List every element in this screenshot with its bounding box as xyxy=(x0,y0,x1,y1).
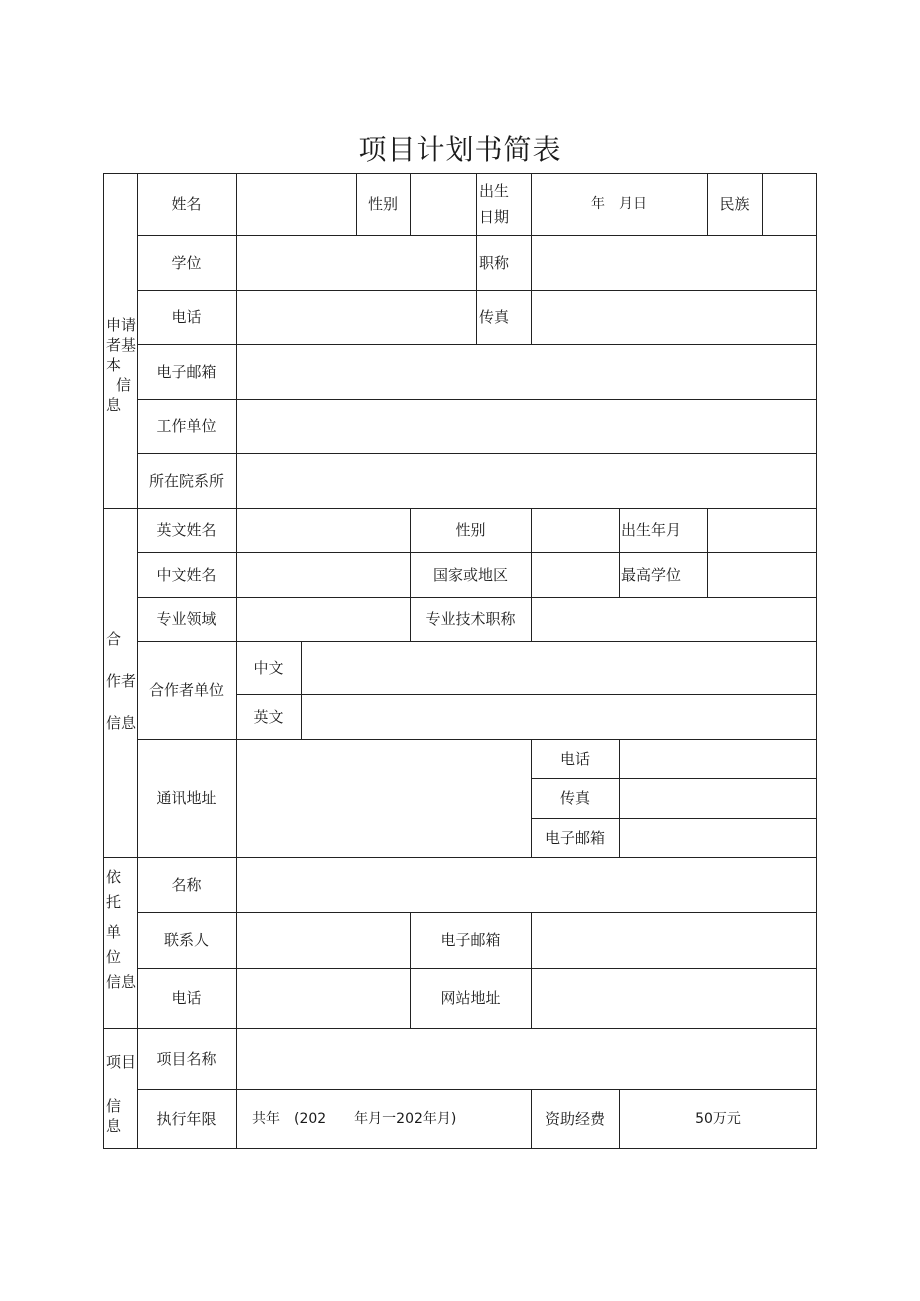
applicant-email-field[interactable] xyxy=(236,344,817,399)
section-label-text: 信 xyxy=(106,1097,122,1115)
partner-fax-label: 传真 xyxy=(559,789,590,807)
section-label-text: 位 xyxy=(106,947,122,966)
applicant-phone-label: 电话 xyxy=(171,308,202,326)
applicant-employer-field[interactable] xyxy=(236,399,817,453)
applicant-degree-label: 学位 xyxy=(171,253,202,272)
host-phone-field[interactable] xyxy=(236,968,410,1028)
applicant-degree-field[interactable] xyxy=(236,235,476,290)
section-label-text: 单 xyxy=(106,922,122,941)
section-label-text: 托 xyxy=(106,892,122,911)
applicant-phone-field[interactable] xyxy=(236,290,476,344)
applicant-fax-label: 传真 xyxy=(479,308,510,326)
host-phone-label: 电话 xyxy=(171,989,202,1007)
partner-field-label: 专业领域 xyxy=(156,610,217,628)
applicant-department-label: 所在院系所 xyxy=(148,471,224,490)
host-contact-field[interactable] xyxy=(236,912,410,968)
section-label-text: 者基 xyxy=(106,336,137,354)
section-label-text: 依 xyxy=(106,867,122,886)
birth-label-text: 出生 xyxy=(479,182,510,200)
partner-prof-title-label: 专业技术职称 xyxy=(425,610,516,628)
partner-birth-field[interactable] xyxy=(707,508,817,552)
host-name-label: 名称 xyxy=(171,875,202,894)
partner-gender-label: 性别 xyxy=(455,521,486,539)
partner-cn-name-field[interactable] xyxy=(236,552,410,597)
partner-org-en-field[interactable] xyxy=(301,694,817,739)
partner-org-cn-field[interactable] xyxy=(301,641,817,694)
partner-en-name-field[interactable] xyxy=(236,508,410,552)
applicant-name-label: 姓名 xyxy=(171,195,202,213)
section-label-text: 作者 xyxy=(106,671,137,690)
project-name-label: 项目名称 xyxy=(156,1049,217,1068)
section-label-text: 本 xyxy=(106,356,122,374)
project-funding-label: 资助经费 xyxy=(544,1110,605,1128)
host-email-label: 电子邮箱 xyxy=(440,931,501,949)
section-label-text: 信息 xyxy=(106,972,137,991)
applicant-ethnicity-field[interactable] xyxy=(762,173,817,235)
applicant-section-label xyxy=(103,310,137,420)
partner-email-field[interactable] xyxy=(619,818,817,857)
partner-fax-field[interactable] xyxy=(619,778,817,818)
partner-org-en-label: 英文 xyxy=(253,707,284,726)
applicant-employer-label: 工作单位 xyxy=(156,417,217,435)
section-label-text: 项目 xyxy=(106,1053,137,1071)
applicant-gender-field[interactable] xyxy=(410,173,476,235)
applicant-birth-label xyxy=(476,173,531,235)
applicant-department-field[interactable] xyxy=(236,453,817,508)
partner-cn-name-label: 中文姓名 xyxy=(156,565,217,584)
partner-org-label: 合作者单位 xyxy=(148,681,224,699)
host-section-label xyxy=(103,863,137,995)
partner-country-field[interactable] xyxy=(531,552,619,597)
partner-en-name-label: 英文姓名 xyxy=(156,521,217,539)
partner-section-label xyxy=(103,618,137,743)
section-label-text: 息 xyxy=(106,396,122,414)
partner-highest-degree-field[interactable] xyxy=(707,552,817,597)
partner-email-label: 电子邮箱 xyxy=(544,828,605,847)
applicant-title-label: 职称 xyxy=(479,253,510,272)
applicant-gender-label: 性别 xyxy=(367,195,398,213)
project-period-field[interactable]: 共年 (202 年月一202年月) xyxy=(252,1111,457,1127)
project-funding-field[interactable]: 50万元 xyxy=(695,1111,741,1127)
section-label-text: 申请 xyxy=(106,316,137,334)
section-label-text: 信息 xyxy=(106,713,137,732)
project-period-label: 执行年限 xyxy=(156,1110,217,1128)
applicant-email-label: 电子邮箱 xyxy=(156,362,217,381)
partner-prof-title-field[interactable] xyxy=(531,597,817,641)
host-website-label: 网站地址 xyxy=(440,989,501,1007)
section-label-text: 信 xyxy=(116,376,132,394)
partner-highest-degree-label: 最高学位 xyxy=(621,565,682,584)
partner-phone-field[interactable] xyxy=(619,739,817,778)
partner-org-cn-label: 中文 xyxy=(253,658,284,677)
partner-address-field[interactable] xyxy=(236,739,531,857)
host-email-field[interactable] xyxy=(531,912,817,968)
applicant-birth-field[interactable]: 年 月日 xyxy=(591,196,647,212)
partner-field-field[interactable] xyxy=(236,597,410,641)
project-section-label xyxy=(103,1048,137,1140)
partner-country-label: 国家或地区 xyxy=(432,565,508,584)
host-name-field[interactable] xyxy=(236,857,817,912)
project-name-field[interactable] xyxy=(236,1028,817,1089)
applicant-title-field[interactable] xyxy=(531,235,817,290)
host-website-field[interactable] xyxy=(531,968,817,1028)
applicant-ethnicity-label: 民族 xyxy=(719,195,750,213)
birth-label-text: 日期 xyxy=(479,208,510,226)
section-label-text: 息 xyxy=(106,1117,122,1135)
applicant-fax-field[interactable] xyxy=(531,290,817,344)
section-label-text: 合 xyxy=(106,629,122,648)
host-contact-label: 联系人 xyxy=(163,931,209,949)
partner-gender-field[interactable] xyxy=(531,508,619,552)
partner-phone-label: 电话 xyxy=(559,749,590,768)
partner-address-label: 通讯地址 xyxy=(156,789,217,807)
page-title: 项目计划书简表 xyxy=(358,133,562,166)
applicant-name-field[interactable] xyxy=(236,173,356,235)
partner-birth-label: 出生年月 xyxy=(621,521,682,539)
